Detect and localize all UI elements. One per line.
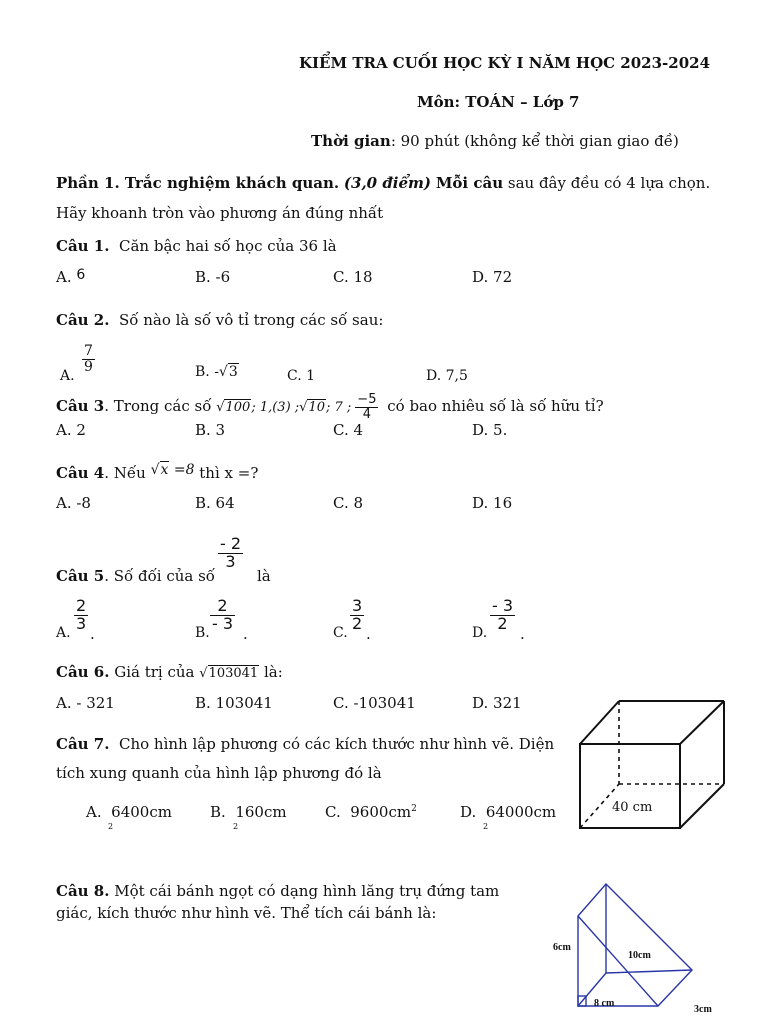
q7-b-value: 160cm [235,803,287,821]
q3-label: Câu 3 [56,397,105,416]
q3-f-den: 4 [362,406,372,422]
q7-c-sup: 2 [411,804,417,814]
q3-text2: có bao nhiêu số là số hữu tỉ? [387,397,604,416]
q3-f-num: −5 [357,392,377,407]
q2-b-sqrt: √3 [218,364,238,380]
q5-c-den: 2 [352,613,363,633]
q6-text1: Giá trị của [114,663,195,681]
q4-text1: . Nếu [104,464,146,482]
cube-front-face [580,744,680,828]
q8-line1-text: Một cái bánh ngọt có dạng hình lăng trụ đứng tam [114,882,500,900]
q7-line1 [56,735,554,753]
q5-label: Câu 5 [56,567,105,585]
prism-outline [578,884,692,1006]
prism-figure [568,878,728,1008]
prism-label-6cm: 6cm [553,942,571,953]
q7-option-a [86,803,172,821]
q7-b-sub: 2 [233,822,239,831]
q5-text2: là [257,567,271,585]
q7-line2: tích xung quanh của hình lập phương đó là [56,764,382,782]
q6-option-a: A. - 321 [56,694,115,712]
q4-label: Câu 4 [56,464,105,482]
q4-eq: =8 [173,462,195,478]
q1-option-a [56,268,85,286]
q1-stem [56,237,337,255]
q2-label: Câu 2. [56,311,110,329]
q6-option-d: D. 321 [472,694,522,712]
q3-sep2: ; 7 ; [326,400,352,416]
q5-d-fraction [490,598,515,633]
q7-c-label: C. [325,803,341,821]
part1-line2: Hãy khoanh tròn vào phương án đúng nhất [56,204,384,222]
q3-option-d: D. 5. [472,421,508,439]
part1-each: Mỗi câu [435,174,504,192]
q5-c-dot: . [366,625,371,643]
part1-points: (3,0 điểm) [343,174,432,192]
q8-label: Câu 8. [56,882,110,900]
q4-equation: √x =8 [150,462,195,478]
prism-label-3cm: 3cm [694,1004,712,1015]
q2-stem [56,311,383,329]
q5-b-den: - 3 [212,613,234,633]
q2-option-b [195,364,239,380]
q2-text: Số nào là số vô tỉ trong các số sau: [119,311,384,329]
cube-dimension-label: 40 cm [612,800,653,815]
q2-a-num: 7 [84,343,93,359]
q4-stem [56,464,258,482]
time-text: : 90 phút (không kể thời gian giao đề) [390,132,679,150]
part1-rest: sau đây đều có 4 lựa chọn. [507,174,711,192]
q7-option-d [460,803,556,821]
q5-fraction [218,536,243,571]
q5-c-label: C. [333,625,348,641]
prism-hidden-edge [606,970,692,973]
q5-d-den: 2 [497,613,508,633]
q5-b-label: B. [195,625,210,641]
q2-a-fraction [82,344,95,374]
q3-option-b: B. 3 [195,421,226,439]
q7-d-sub: 2 [483,822,489,831]
q5-d-num: - 3 [492,596,514,615]
q7-a-sub: 2 [108,822,114,831]
q7-d-label: D. [460,803,477,821]
q5-f-num: - 2 [220,534,242,553]
q5-b-dot: . [243,625,248,643]
prism-label-8cm: 8 cm [594,998,615,1009]
q7-line1-text: Cho hình lập phương có các kích thước như hình vẽ. Diện [119,735,555,753]
q5-text1: . Số đối của số [104,567,215,585]
q5-c-fraction [350,598,364,633]
q6-radicand: 103041 [208,666,259,681]
q2-a-den: 9 [84,358,93,375]
q5-a-label: A. [56,625,71,641]
q5-b-num: 2 [210,598,235,616]
q2-option-d: D. 7,5 [426,368,468,384]
q7-option-c [325,803,417,821]
q3-option-a: A. 2 [56,421,86,439]
q6-label: Câu 6. [56,663,110,681]
q2-option-c: C. 1 [287,368,316,384]
q5-c-num: 3 [352,596,363,615]
q1-option-b: B. -6 [195,268,231,286]
cube-edge [580,701,619,744]
q5-a-fraction [74,598,88,633]
q5-f-den: 3 [225,551,236,571]
q5-a-dot: . [90,625,95,643]
exam-title: KIỂM TRA CUỐI HỌC KỲ I NĂM HỌC 2023-2024 [299,54,711,72]
q3-sqrt100: 100 [225,400,251,416]
q5-a-den: 3 [76,613,87,633]
time-label: Thời gian [311,132,391,150]
q1-option-d: D. 72 [472,268,513,286]
time-line [311,132,679,150]
q3-fraction [355,393,378,421]
part1-heading [56,174,710,192]
q7-a-value: 6400cm [111,803,172,821]
q6-stem: Câu 6. Giá trị của √103041 là: [56,663,283,681]
cube-edge [680,701,724,744]
q1-a-value: 6 [76,267,86,283]
cube-figure [572,696,762,836]
q6-option-c: C. -103041 [333,694,416,712]
q2-a-label: A. [60,368,75,384]
q7-b-label: B. [210,803,226,821]
q7-a-label: A. [86,803,102,821]
q4-radicand: x [160,462,169,478]
q2-b-label: B. - [195,364,219,380]
q7-label: Câu 7. [56,735,110,753]
prism-label-10cm: 10cm [628,950,651,961]
q2-b-radicand: 3 [228,364,238,380]
q4-option-a: A. -8 [56,494,91,512]
q6-text2: là: [264,663,283,681]
q5-a-num: 2 [76,596,87,615]
q4-text2: thì x =? [199,464,259,482]
q3-sep1: ; 1,(3) ; [251,400,300,416]
q3-sqrt10: 10 [308,400,325,416]
q4-option-d: D. 16 [472,494,513,512]
subject-label: Môn: TOÁN – Lớp 7 [417,93,580,111]
q6-option-b: B. 103041 [195,694,273,712]
q4-option-b: B. 64 [195,494,235,512]
q5-stem-text [56,567,215,585]
q3-text1: . Trong các số [104,397,212,416]
q7-c-value: 9600cm [350,803,412,821]
q4-option-c: C. 8 [333,494,364,512]
q8-line1 [56,882,499,900]
q1-a-label: A. [56,268,72,286]
q1-option-c: C. 18 [333,268,373,286]
q3-stem [56,393,604,421]
q1-label: Câu 1. [56,237,110,255]
q5-d-label: D. [472,625,488,641]
part1-title: Phần 1. Trắc nghiệm khách quan. [56,174,340,192]
q3-number-list: √100; 1,(3) ;√10; 7 ; [216,400,352,416]
q7-option-b [210,803,287,821]
q5-d-dot: . [520,625,525,643]
q8-line2: giác, kích thước như hình vẽ. Thể tích cái bánh là: [56,904,437,922]
q3-option-c: C. 4 [333,421,364,439]
q1-text: Căn bậc hai số học của 36 là [119,237,337,255]
cube-edge [680,784,724,828]
q7-d-value: 64000cm [485,803,557,821]
q5-b-fraction [210,598,235,633]
